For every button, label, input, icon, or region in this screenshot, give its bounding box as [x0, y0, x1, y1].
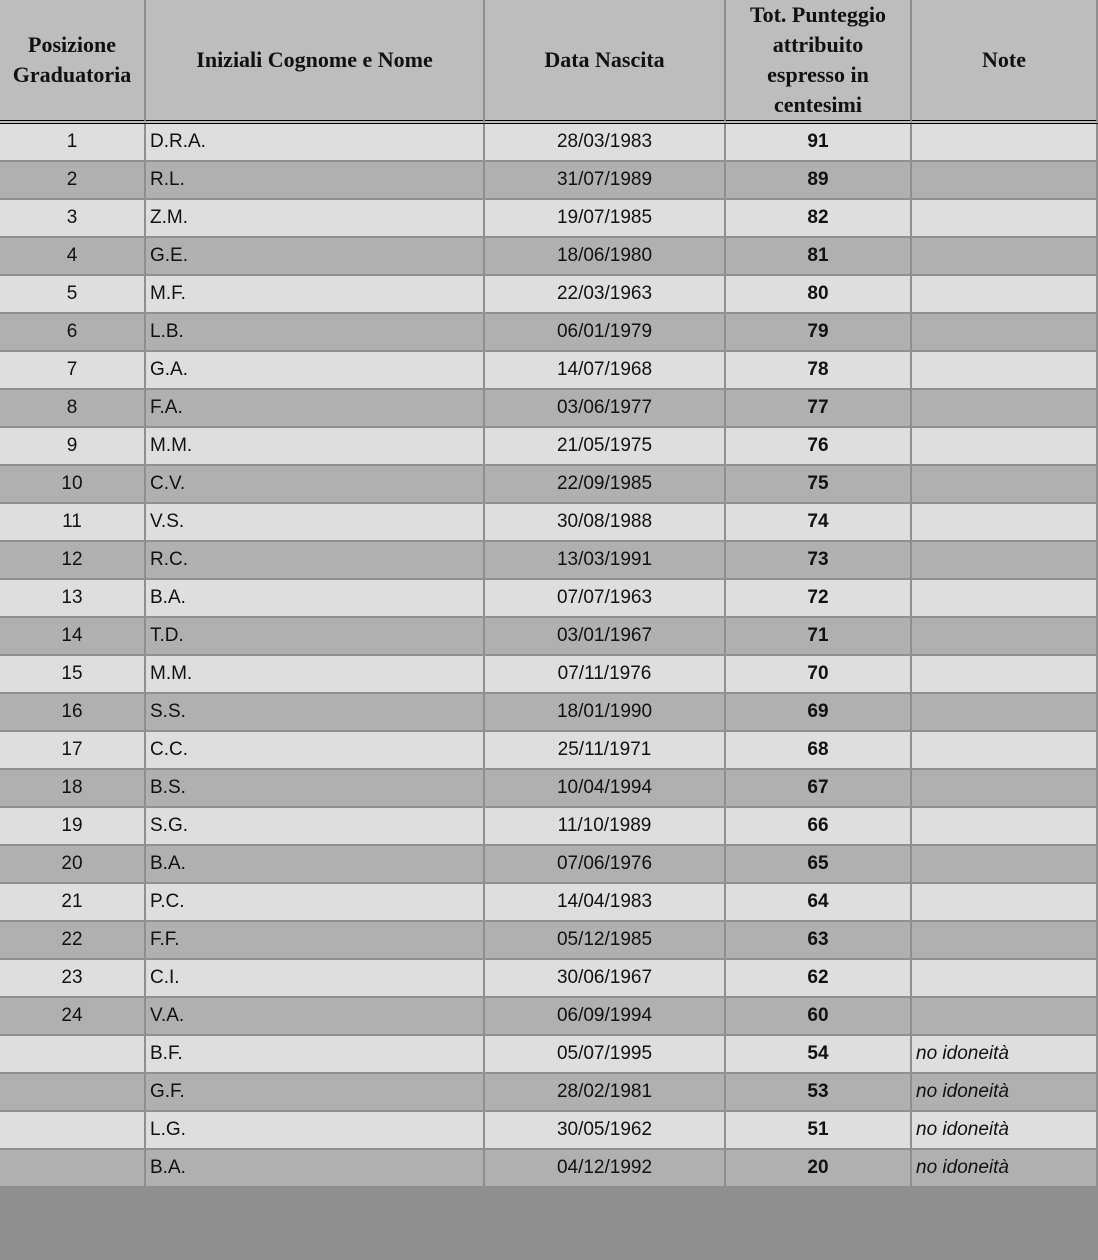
cell-position: [0, 1074, 146, 1112]
cell-birth-date: 13/03/1991: [485, 542, 726, 580]
cell-score: 63: [726, 922, 912, 960]
cell-birth-date: 28/02/1981: [485, 1074, 726, 1112]
cell-position: 24: [0, 998, 146, 1036]
cell-birth-date: 10/04/1994: [485, 770, 726, 808]
cell-position: 3: [0, 200, 146, 238]
cell-name: C.C.: [146, 732, 485, 770]
cell-birth-date: 22/03/1963: [485, 276, 726, 314]
table-row: [0, 352, 1098, 390]
cell-score: 54: [726, 1036, 912, 1074]
cell-notes: no idoneità: [912, 1036, 1098, 1074]
cell-name: M.M.: [146, 428, 485, 466]
cell-position: 11: [0, 504, 146, 542]
cell-name: S.S.: [146, 694, 485, 732]
cell-birth-date: 30/08/1988: [485, 504, 726, 542]
cell-score: 66: [726, 808, 912, 846]
cell-score: 81: [726, 238, 912, 276]
cell-position: 5: [0, 276, 146, 314]
cell-position: 21: [0, 884, 146, 922]
cell-name: R.C.: [146, 542, 485, 580]
cell-name: B.A.: [146, 1150, 485, 1188]
cell-name: L.B.: [146, 314, 485, 352]
cell-notes: [912, 656, 1098, 694]
table-row: [0, 1036, 1098, 1074]
cell-notes: [912, 960, 1098, 998]
cell-name: F.A.: [146, 390, 485, 428]
cell-notes: [912, 314, 1098, 352]
cell-notes: [912, 580, 1098, 618]
cell-name: M.F.: [146, 276, 485, 314]
cell-birth-date: 30/05/1962: [485, 1112, 726, 1150]
cell-position: [0, 1112, 146, 1150]
cell-notes: [912, 276, 1098, 314]
cell-score: 62: [726, 960, 912, 998]
cell-position: 13: [0, 580, 146, 618]
cell-birth-date: 14/04/1983: [485, 884, 726, 922]
cell-score: 72: [726, 580, 912, 618]
cell-birth-date: 21/05/1975: [485, 428, 726, 466]
cell-position: 19: [0, 808, 146, 846]
cell-position: 4: [0, 238, 146, 276]
cell-name: Z.M.: [146, 200, 485, 238]
cell-birth-date: 25/11/1971: [485, 732, 726, 770]
cell-birth-date: 22/09/1985: [485, 466, 726, 504]
cell-notes: [912, 200, 1098, 238]
cell-position: 10: [0, 466, 146, 504]
cell-birth-date: 05/12/1985: [485, 922, 726, 960]
cell-name: L.G.: [146, 1112, 485, 1150]
table-row: [0, 884, 1098, 922]
table-row: [0, 542, 1098, 580]
cell-notes: [912, 352, 1098, 390]
cell-notes: [912, 808, 1098, 846]
table-row: [0, 846, 1098, 884]
cell-score: 78: [726, 352, 912, 390]
cell-score: 89: [726, 162, 912, 200]
cell-name: B.F.: [146, 1036, 485, 1074]
table-row: [0, 580, 1098, 618]
cell-notes: [912, 770, 1098, 808]
cell-notes: [912, 162, 1098, 200]
table-row: [0, 694, 1098, 732]
cell-name: C.I.: [146, 960, 485, 998]
cell-score: 71: [726, 618, 912, 656]
cell-notes: [912, 694, 1098, 732]
cell-birth-date: 31/07/1989: [485, 162, 726, 200]
cell-notes: [912, 542, 1098, 580]
cell-score: 91: [726, 124, 912, 162]
table-row: [0, 1150, 1098, 1188]
header-position: Posizione Graduatoria: [0, 0, 146, 124]
cell-position: 16: [0, 694, 146, 732]
cell-notes: [912, 428, 1098, 466]
cell-name: B.A.: [146, 846, 485, 884]
cell-notes: [912, 884, 1098, 922]
cell-notes: [912, 846, 1098, 884]
table-row: [0, 466, 1098, 504]
table-row: [0, 618, 1098, 656]
cell-score: 75: [726, 466, 912, 504]
table-body: [0, 124, 1098, 1188]
cell-score: 70: [726, 656, 912, 694]
header-score: Tot. Punteggio attribuito espresso in centesimi: [726, 0, 912, 124]
cell-birth-date: 03/06/1977: [485, 390, 726, 428]
cell-notes: no idoneità: [912, 1112, 1098, 1150]
cell-score: 67: [726, 770, 912, 808]
cell-score: 69: [726, 694, 912, 732]
cell-notes: [912, 618, 1098, 656]
cell-position: 14: [0, 618, 146, 656]
table-row: [0, 504, 1098, 542]
cell-name: B.S.: [146, 770, 485, 808]
cell-birth-date: 06/01/1979: [485, 314, 726, 352]
table-row: [0, 732, 1098, 770]
table-row: [0, 808, 1098, 846]
cell-name: G.A.: [146, 352, 485, 390]
cell-position: [0, 1036, 146, 1074]
cell-name: D.R.A.: [146, 124, 485, 162]
cell-name: F.F.: [146, 922, 485, 960]
cell-score: 20: [726, 1150, 912, 1188]
cell-position: 20: [0, 846, 146, 884]
cell-name: R.L.: [146, 162, 485, 200]
cell-position: 8: [0, 390, 146, 428]
cell-position: 6: [0, 314, 146, 352]
cell-position: [0, 1150, 146, 1188]
cell-notes: [912, 238, 1098, 276]
cell-birth-date: 30/06/1967: [485, 960, 726, 998]
cell-name: M.M.: [146, 656, 485, 694]
cell-position: 12: [0, 542, 146, 580]
cell-birth-date: 18/06/1980: [485, 238, 726, 276]
cell-notes: [912, 466, 1098, 504]
header-notes: Note: [912, 0, 1098, 124]
table-row: [0, 238, 1098, 276]
cell-notes: [912, 390, 1098, 428]
cell-notes: [912, 732, 1098, 770]
cell-score: 79: [726, 314, 912, 352]
cell-name: G.F.: [146, 1074, 485, 1112]
cell-score: 65: [726, 846, 912, 884]
cell-name: P.C.: [146, 884, 485, 922]
cell-notes: [912, 124, 1098, 162]
cell-name: V.S.: [146, 504, 485, 542]
cell-birth-date: 19/07/1985: [485, 200, 726, 238]
cell-notes: [912, 504, 1098, 542]
cell-notes: no idoneità: [912, 1074, 1098, 1112]
table-row: [0, 1074, 1098, 1112]
table-header: [0, 0, 1098, 124]
header-name: Iniziali Cognome e Nome: [146, 0, 485, 124]
cell-birth-date: 18/01/1990: [485, 694, 726, 732]
cell-birth-date: 03/01/1967: [485, 618, 726, 656]
cell-birth-date: 14/07/1968: [485, 352, 726, 390]
cell-position: 9: [0, 428, 146, 466]
cell-name: B.A.: [146, 580, 485, 618]
cell-score: 82: [726, 200, 912, 238]
table-row: [0, 390, 1098, 428]
cell-birth-date: 07/07/1963: [485, 580, 726, 618]
table-row: [0, 276, 1098, 314]
cell-name: G.E.: [146, 238, 485, 276]
cell-name: C.V.: [146, 466, 485, 504]
table-row: [0, 314, 1098, 352]
cell-position: 18: [0, 770, 146, 808]
cell-position: 7: [0, 352, 146, 390]
table-row: [0, 770, 1098, 808]
cell-score: 80: [726, 276, 912, 314]
cell-notes: [912, 922, 1098, 960]
cell-score: 76: [726, 428, 912, 466]
cell-name: T.D.: [146, 618, 485, 656]
cell-birth-date: 07/06/1976: [485, 846, 726, 884]
table-row: [0, 428, 1098, 466]
cell-position: 1: [0, 124, 146, 162]
cell-score: 64: [726, 884, 912, 922]
cell-score: 74: [726, 504, 912, 542]
table-row: [0, 960, 1098, 998]
cell-score: 51: [726, 1112, 912, 1150]
cell-name: V.A.: [146, 998, 485, 1036]
table-row: [0, 162, 1098, 200]
table-row: [0, 200, 1098, 238]
table-row: [0, 1112, 1098, 1150]
cell-position: 22: [0, 922, 146, 960]
cell-notes: [912, 998, 1098, 1036]
cell-position: 17: [0, 732, 146, 770]
cell-score: 53: [726, 1074, 912, 1112]
cell-position: 2: [0, 162, 146, 200]
cell-score: 60: [726, 998, 912, 1036]
cell-birth-date: 06/09/1994: [485, 998, 726, 1036]
table-row: [0, 124, 1098, 162]
cell-score: 77: [726, 390, 912, 428]
cell-position: 23: [0, 960, 146, 998]
table-row: [0, 998, 1098, 1036]
cell-birth-date: 04/12/1992: [485, 1150, 726, 1188]
cell-score: 73: [726, 542, 912, 580]
cell-score: 68: [726, 732, 912, 770]
cell-birth-date: 28/03/1983: [485, 124, 726, 162]
cell-birth-date: 11/10/1989: [485, 808, 726, 846]
cell-position: 15: [0, 656, 146, 694]
cell-notes: no idoneità: [912, 1150, 1098, 1188]
table-row: [0, 922, 1098, 960]
header-birth-date: Data Nascita: [485, 0, 726, 124]
cell-birth-date: 05/07/1995: [485, 1036, 726, 1074]
cell-name: S.G.: [146, 808, 485, 846]
cell-birth-date: 07/11/1976: [485, 656, 726, 694]
table-row: [0, 656, 1098, 694]
